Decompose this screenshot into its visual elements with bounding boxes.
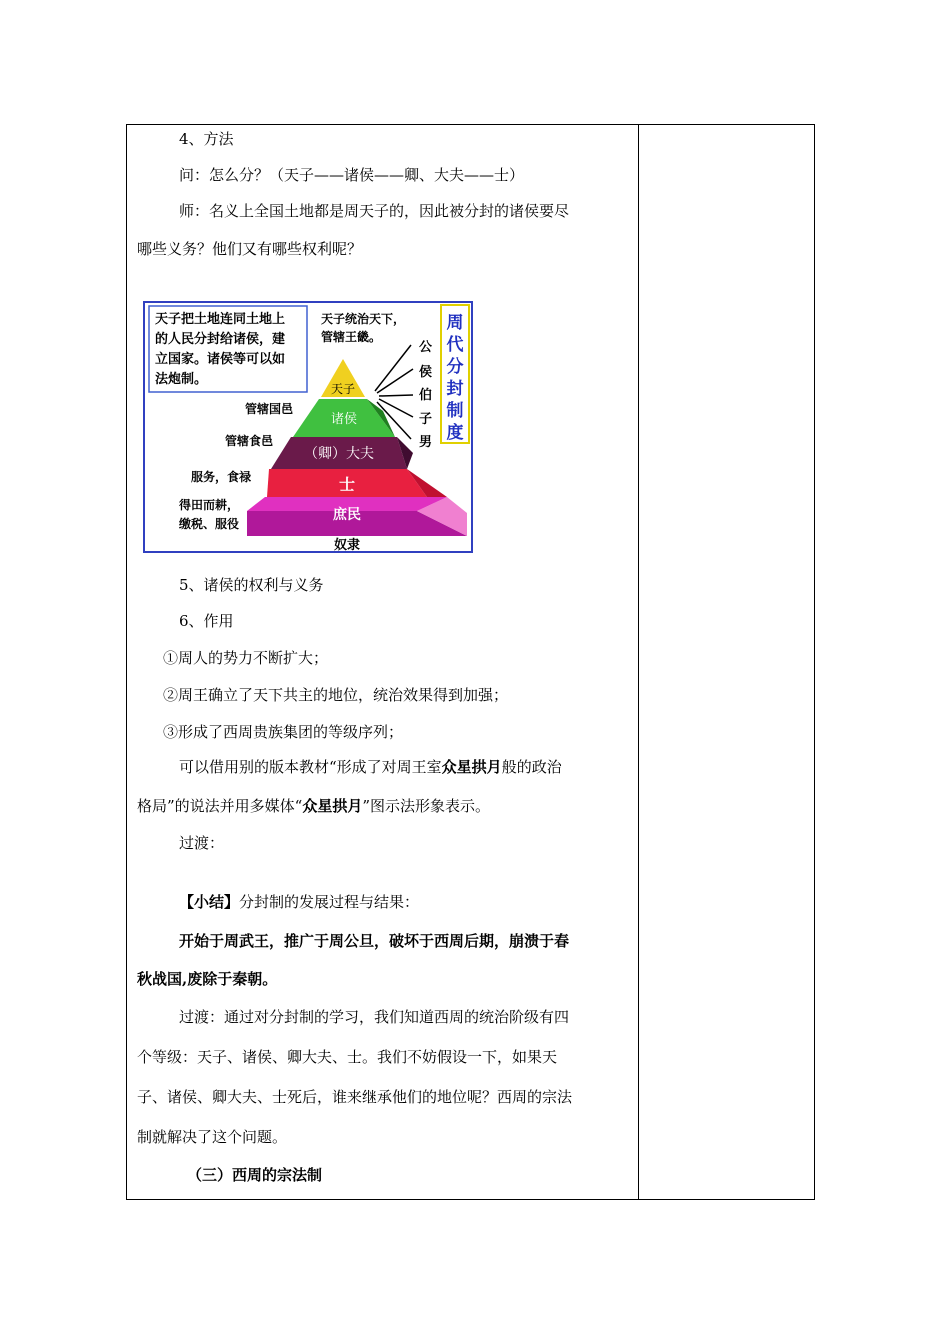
line-effect-1: ①周人的势力不断扩大； [163,649,329,667]
title-char: 代 [446,335,464,355]
line-effect-2: ②周王确立了天下共主的地位，统治效果得到加强； [163,686,509,704]
line-teacher-cont: 哪些义务？他们又有哪些权利呢？ [137,240,363,258]
note-line-3: 立国家。诸侯等可以如 [155,352,286,367]
notes-cell [639,125,814,1199]
line-transition-2b: 个等级：天子、诸侯、卿大夫、士。我们不妨假设一下，如果天 [137,1048,558,1066]
rank-gong: 公 [419,340,433,355]
section-heading: （三）西周的宗法制 [187,1166,323,1184]
text-run-bold: 众星拱月 [441,758,502,776]
lesson-table [126,124,815,1200]
line-rights-duties: 5、诸侯的权利与义务 [179,576,324,594]
line-transition-2c: 子、诸侯、卿大夫、士死后，谁来继承他们的地位呢？西周的宗法 [137,1088,573,1106]
line-borrow [179,757,562,777]
summary-tag: 【小结】 [179,893,240,911]
rank-zi: 子 [419,412,433,427]
text-run: 格局”的说法并用多媒体“ [137,797,303,815]
rank-nan: 男 [419,435,433,450]
level-nuli: 奴隶 [333,538,361,553]
label-fuwu: 服务，食禄 [191,470,252,484]
level-zhuhou: 诸侯 [330,412,358,427]
text-run: 可以借用别的版本教材“形成了对周王室 [179,758,442,776]
text-run-bold: 众星拱月 [302,797,363,815]
top-note-line-1: 天子统治天下， [321,312,406,326]
title-char: 度 [446,423,464,443]
level-shi: 士 [338,475,356,494]
line-question: 问：怎么分？（天子——诸侯——卿、大夫——士） [179,166,525,184]
label-guanxia-guoyi: 管辖国邑 [245,402,294,416]
note-line-2: 的人民分封给诸侯，建 [155,332,286,347]
line-method: 4、方法 [179,130,234,148]
line-teacher: 师：名义上全国土地都是周天子的，因此被分封的诸侯要尽 [179,202,570,220]
text-run: 分封制的发展过程与结果： [239,893,420,911]
line-effect: 6、作用 [179,612,234,630]
line-summary-detail: 开始于周武王，推广于周公旦，破坏于西周后期，崩溃于春 [179,932,570,950]
note-line-1: 天子把土地连同土地上 [155,312,286,327]
line-transition-2d: 制就解决了这个问题。 [137,1128,288,1146]
label-guanxia-shiyi: 管辖食邑 [225,434,274,448]
line-transition-2: 过渡：通过对分封制的学习，我们知道西周的统治阶级有四 [179,1008,570,1026]
line-effect-3: ③形成了西周贵族集团的等级序列； [163,723,404,741]
fief-pyramid-figure [143,301,473,553]
line-transition: 过渡： [179,834,225,852]
title-char: 周 [446,313,464,333]
level-tianzi: 天子 [330,382,356,396]
text-run: 般的政治 [501,758,562,776]
level-shumin: 庶民 [333,507,361,523]
title-char: 分 [446,357,464,377]
text-run: ”图示法形象表示。 [362,797,491,815]
line-borrow-cont [137,796,490,816]
top-note-line-2: 管辖王畿。 [321,330,382,344]
rank-hou: 侯 [419,365,433,380]
note-line-4: 法炮制。 [155,372,208,387]
label-detian-2: 缴税、服役 [179,517,240,531]
label-detian-1: 得田而耕， [179,498,240,512]
rank-bo: 伯 [419,388,433,403]
title-char: 制 [446,401,464,421]
line-summary-detail-cont: 秋战国,废除于秦朝。 [137,970,278,988]
content-cell [127,125,638,1199]
title-char: 封 [446,379,464,399]
line-summary [179,892,419,912]
level-qingdafu: （卿）大夫 [304,446,374,462]
